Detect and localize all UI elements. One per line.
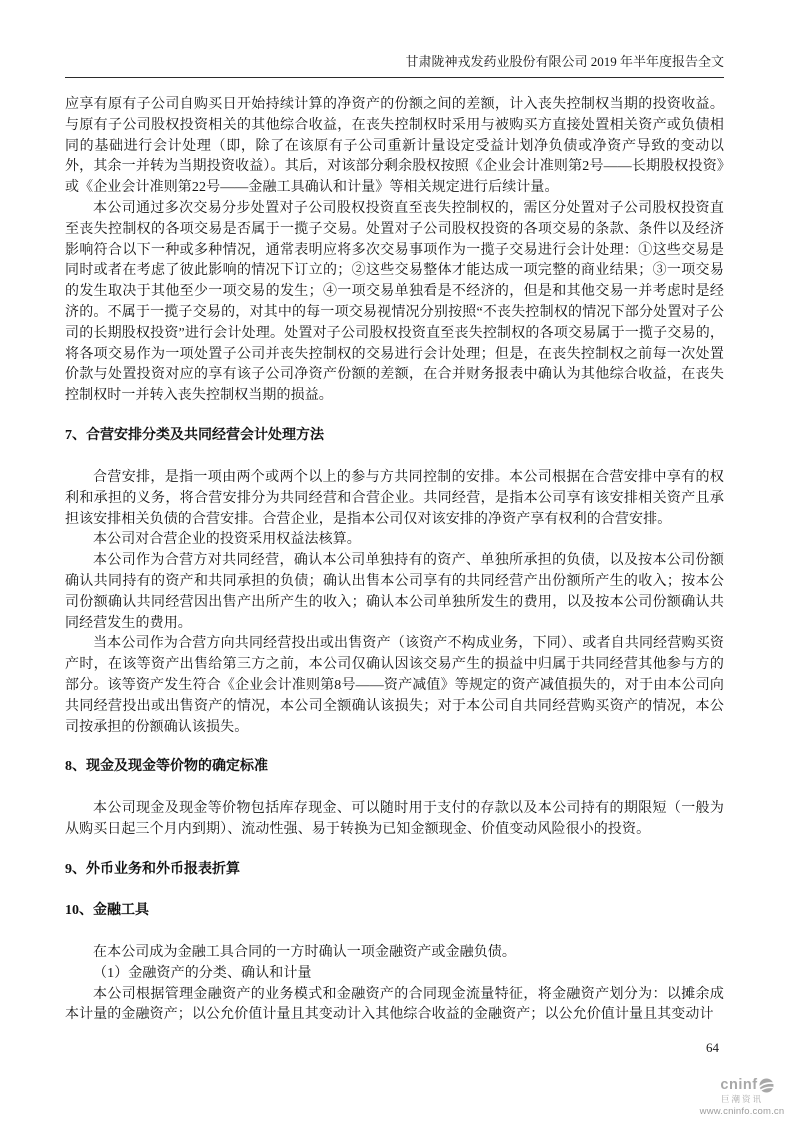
body-paragraph: 本公司对合营企业的投资采用权益法核算。	[93, 532, 361, 548]
body-paragraph: 合营安排，是指一项由两个或两个以上的参与方共同控制的安排。本公司根据在合营安排中享有的权利和承担的义务，将合营安排分为共同经营和合营企业。共同经营，是指本公司享有该安排相关资产且承担该安排相关负债的合营安排。合营企业，是指本公司仅对该安排的净资产享有权利的合营安排。	[65, 469, 724, 527]
body-paragraph: 当本公司作为合营方向共同经营投出或出售资产（该资产不构成业务，下同）、或者自共同经营购买资产时，在该等资产出售给第三方之前，本公司仅确认因该交易产生的损益中归属于共同经营其他参与方的部分。该等资产发生符合《企业会计准则第8号——资产减值》等规定的资产减值损失的，对于由本公司向共同经营投出或出售资产的情况，本公司全额确认该损失；对于本公司自共同经营购买资产的情况，本公司按承担的份额确认该损失。	[65, 636, 724, 735]
body-paragraph: 本公司通过多次交易分步处置对子公司股权投资直至丧失控制权的，需区分处置对子公司股权投资直至丧失控制权的各项交易是否属于一揽子交易。处置对子公司股权投资的各项交易的条款、条件以及经济影响符合以下一种或多种情况，通常表明应将多次交易事项作为一揽子交易进行会计处理：①这些交易是同时或者在考虑了彼此影响的情况下订立的；②这些交易整体才能达成一项完整的商业结果；③一项交易的发生取决于其他至少一项交易的发生；④一项交易单独看是不经济的，但是和其他交易一并考虑时是经济的。不属于一揽子交易的，对其中的每一项交易视情况分别按照“不丧失控制权的情况下部分处置对子公司的长期股权投资”进行会计处理。处置对子公司股权投资直至丧失控制权的各项交易属于一揽子交易的，将各项交易作为一项处置子公司并丧失控制权的交易进行会计处理；但是，在丧失控制权之前每一次处置价款与处置投资对应的享有该子公司净资产份额的差额，在合并财务报表中确认为其他综合收益，在丧失控制权时一并转入丧失控制权当期的损益。	[65, 200, 724, 404]
section-heading: 7、合营安排分类及共同经营会计处理方法	[65, 427, 324, 443]
document-body	[65, 78, 724, 1026]
cninfo-swirl-icon	[759, 1078, 774, 1093]
page-header	[65, 54, 724, 78]
cninfo-logo-chinese: 巨潮资讯	[720, 1094, 763, 1104]
section-heading: 9、外币业务和外币报表折算	[65, 861, 240, 877]
body-paragraph: 在本公司成为金融工具合同的一方时确认一项金融资产或金融负债。	[93, 944, 516, 960]
report-title: 甘肃陇神戎发药业股份有限公司 2019 年半年度报告全文	[405, 54, 724, 69]
section-heading: 10、金融工具	[65, 902, 149, 918]
body-paragraph: （1）金融资产的分类、确认和计量	[93, 965, 312, 981]
body-paragraph: 本公司现金及现金等价物包括库存现金、可以随时用于支付的存款以及本公司持有的期限短（一般为从购买日起三个月内到期）、流动性强、易于转换为已知金额现金、价值变动风险很小的投资。	[65, 801, 724, 838]
body-paragraph: 本公司作为合营方对共同经营，确认本公司单独持有的资产、单独所承担的负债，以及按本公司份额确认共同持有的资产和共同承担的负债；确认出售本公司享有的共同经营产出份额所产生的收入；按本公司份额确认共同经营因出售产出所产生的收入；确认本公司单独所发生的费用，以及按本公司份额确认共同经营发生的费用。	[65, 553, 724, 631]
section-heading: 8、现金及现金等价物的确定标准	[65, 759, 268, 775]
cninfo-logo	[694, 1077, 790, 1117]
body-paragraph: 本公司根据管理金融资产的业务模式和金融资产的合同现金流量特征，将金融资产划分为：以摊余成本计量的金融资产；以公允价值计量且其变动计入其他综合收益的金融资产；以公允价值计量且其变动计	[65, 986, 724, 1023]
page-number: 64	[706, 1040, 719, 1055]
body-paragraph: 应享有原有子公司自购买日开始持续计算的净资产的份额之间的差额，计入丧失控制权当期的投资收益。与原有子公司股权投资相关的其他综合收益，在丧失控制权时采用与被购买方直接处置相关资产或负债相同的基础进行会计处理（即，除了在该原有子公司重新计量设定受益计划净负债或净资产导致的变动以外，其余一并转为当期投资收益）。其后，对该部分剩余股权按照《企业会计准则第2号——长期股权投资》或《企业会计准则第22号——金融工具确认和计量》等相关规定进行后续计量。	[65, 97, 724, 196]
cninfo-logo-row	[720, 1077, 773, 1093]
cninfo-logo-text: cninf	[720, 1077, 758, 1093]
cninfo-logo-url: www.cninfo.com.cn	[699, 1106, 785, 1117]
